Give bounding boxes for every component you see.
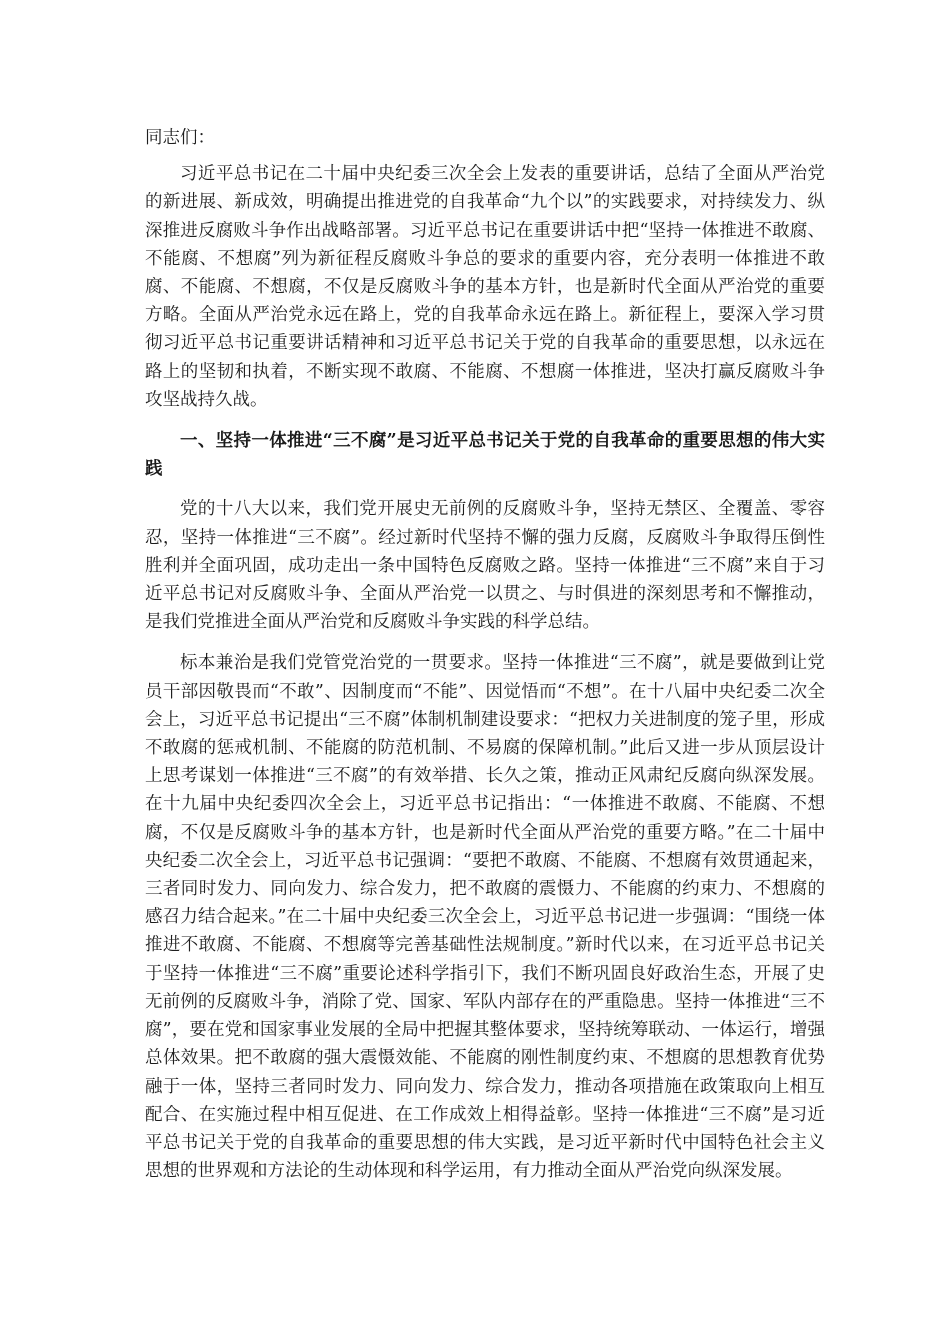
document-body (145, 124, 825, 1185)
salutation: 同志们： (145, 128, 215, 148)
paragraph-section-2: 标本兼治是我们党管党治党的一贯要求。坚持一体推进“三不腐”，就是要做到让党员干部因敬畏而“不敢”、因制度而“不能”、因觉悟而“不想”。在十八届中央纪委二次全会上，习近平总书记提出“三不腐”体制机制建设要求：“把权力关进制度的笼子里，形成不敢腐的惩戒机制、不能腐的防范机制、不易腐的保障机制。”此后又进一步从顶层设计上思考谋划一体推进“三不腐”的有效举措、长久之策，推动正风肃纪反腐向纵深发展。在十九届中央纪委四次全会上，习近平总书记指出：“一体推进不敢腐、不能腐、不想腐，不仅是反腐败斗争的基本方针，也是新时代全面从严治党的重要方略。”在二十届中央纪委二次全会上，习近平总书记强调：“要把不敢腐、不能腐、不想腐有效贯通起来，三者同时发力、同向发力、综合发力，把不敢腐的震慑力、不能腐的约束力、不想腐的感召力结合起来。”在二十届中央纪委三次全会上，习近平总书记进一步强调：“围绕一体推进不敢腐、不能腐、不想腐等完善基础性法规制度。”新时代以来，在习近平总书记关于坚持一体推进“三不腐”重要论述科学指引下，我们不断巩固良好政治生态，开展了史无前例的反腐败斗争，消除了党、国家、军队内部存在的严重隐患。坚持一体推进“三不腐”，要在党和国家事业发展的全局中把握其整体要求，坚持统筹联动、一体运行，增强总体效果。把不敢腐的强大震慑效能、不能腐的刚性制度约束、不想腐的思想教育优势融于一体，坚持三者同时发力、同向发力、综合发力，推动各项措施在政策取向上相互配合、在实施过程中相互促进、在工作成效上相得益彰。坚持一体推进“三不腐”是习近平总书记关于党的自我革命的重要思想的伟大实践，是习近平新时代中国特色社会主义思想的世界观和方法论的生动体现和科学运用，有力推动全面从严治党向纵深发展。 (145, 653, 825, 1182)
paragraph-section-1: 党的十八大以来，我们党开展史无前例的反腐败斗争，坚持无禁区、全覆盖、零容忍，坚持一体推进“三不腐”。经过新时代坚持不懈的强力反腐，反腐败斗争取得压倒性胜利并全面巩固，成功走出一条中国特色反腐败之路。坚持一体推进“三不腐”来自于习近平总书记对反腐败斗争、全面从严治党一以贯之、与时俱进的深刻思考和不懈推动，是我们党推进全面从严治党和反腐败斗争实践的科学总结。 (145, 499, 825, 633)
paragraph-intro: 习近平总书记在二十届中央纪委三次全会上发表的重要讲话，总结了全面从严治党的新进展、新成效，明确提出推进党的自我革命“九个以”的实践要求，对持续发力、纵深推进反腐败斗争作出战略部署。习近平总书记在重要讲话中把“坚持一体推进不敢腐、不能腐、不想腐”列为新征程反腐败斗争总的要求的重要内容，充分表明一体推进不敢腐、不能腐、不想腐，不仅是反腐败斗争的基本方针，也是新时代全面从严治党的重要方略。全面从严治党永远在路上，党的自我革命永远在路上。新征程上，要深入学习贯彻习近平总书记重要讲话精神和习近平总书记关于党的自我革命的重要思想，以永远在路上的坚韧和执着，不断实现不敢腐、不能腐、不想腐一体推进，坚决打赢反腐败斗争攻坚战持久战。 (145, 164, 825, 410)
section-heading: 一、坚持一体推进“三不腐”是习近平总书记关于党的自我革命的重要思想的伟大实践 (145, 431, 825, 480)
